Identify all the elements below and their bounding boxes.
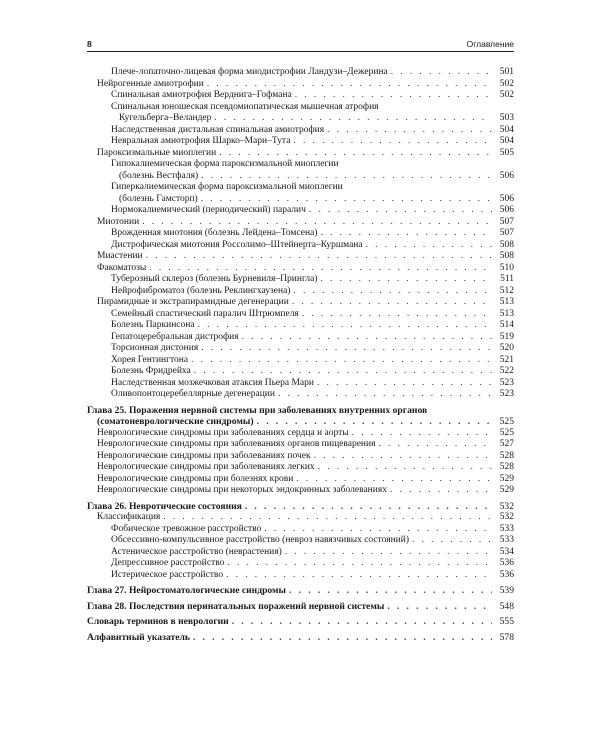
toc-entry-title: Семейный спастический паралич Штрюмпеля: [111, 308, 299, 319]
running-head: [87, 38, 514, 52]
toc-entry-title-wrap: [111, 102, 494, 125]
toc-page-number: 532: [499, 512, 514, 522]
toc-entry-title: Болезнь Паркинсона: [111, 320, 195, 330]
toc-leader-dots: [391, 67, 492, 79]
toc-page-number: 529: [499, 473, 514, 484]
toc-leader-dots: [193, 632, 492, 644]
toc-entry[interactable]: [87, 205, 514, 217]
toc-entry-title: Плече-лопаточно-лицевая форма миодистрофии Ландузи–Дежерина: [111, 67, 388, 77]
toc-leader-dots: [278, 389, 492, 401]
toc-leader-dots: [142, 217, 492, 229]
toc-entry[interactable]: [87, 343, 514, 355]
toc-page-number: 527: [499, 439, 514, 449]
toc-entry[interactable]: [87, 125, 514, 137]
toc-leader-dots: [242, 332, 492, 344]
toc-page-number: 533: [499, 535, 514, 545]
toc-entry-title-wrap: [111, 286, 494, 298]
toc-leader-dots: [390, 485, 492, 497]
toc-entry-title-wrap: [111, 558, 494, 570]
toc-entry-title: Болезнь Фридрейха: [111, 366, 191, 376]
toc-page-number: 534: [499, 546, 514, 557]
toc-leader-dots: [214, 113, 492, 125]
toc-entry-title-wrap: [97, 251, 494, 263]
toc-page-number: 523: [499, 389, 514, 399]
toc-entry-last-line: [111, 113, 494, 125]
toc-leader-dots: [227, 558, 492, 570]
toc-entry-title: Неврологические синдромы при некоторых эндокринных заболеваниях: [97, 485, 387, 495]
toc-entry-title: Наследственная дистальная спинальная амиотрофия: [111, 124, 325, 135]
toc-page-number: 508: [499, 251, 514, 261]
toc-entry[interactable]: [87, 558, 514, 570]
toc-entry-title: Хорея Гентингтона: [111, 354, 189, 365]
toc-entry-title-wrap: [111, 547, 494, 559]
toc-entry[interactable]: [87, 159, 514, 182]
toc-chapter-entry[interactable]: [87, 405, 514, 428]
toc-entry[interactable]: [87, 389, 514, 401]
toc-page-number: 502: [499, 90, 514, 100]
toc-leader-dots: [285, 547, 492, 559]
toc-entry[interactable]: [87, 428, 514, 440]
toc-entry[interactable]: [87, 297, 514, 309]
toc-entry-title: Нейрофиброматоз (болезнь Реклингхаузена): [111, 285, 291, 296]
toc-entry-title: Гепатоцеребральная дистрофия: [111, 331, 239, 342]
toc-entry-title-wrap: [111, 570, 494, 582]
toc-entry[interactable]: [87, 524, 514, 536]
toc-leader-dots: [318, 462, 492, 474]
toc-entry-title-wrap: [111, 535, 494, 547]
toc-leader-dots: [320, 228, 492, 240]
toc-entry-title-line: (соматоневрологические синдромы): [97, 416, 254, 427]
toc-page-number: 523: [499, 377, 514, 388]
toc-entry-title-line: Глава 25. Поражения нервной системы при заболеваниях внутренних органов: [87, 404, 428, 416]
toc-entry-title-wrap: [111, 343, 494, 355]
toc-page-number: 508: [499, 239, 514, 250]
toc-leader-dots: [232, 616, 492, 628]
toc-entry[interactable]: [87, 102, 514, 125]
toc-entry-title-wrap: [111, 90, 494, 102]
toc-page-number: 555: [499, 616, 514, 627]
toc-entry-title-line: Спинальная юношеская псевдомиопатическая мышечная атрофия: [111, 101, 379, 112]
toc-entry-title-wrap: [111, 205, 494, 217]
toc-entry-title-wrap: [97, 148, 494, 160]
toc-page-number: 529: [499, 485, 514, 495]
toc-page-number: 505: [499, 147, 514, 158]
toc-entry-title-wrap: [87, 632, 494, 644]
toc-page-number: 507: [499, 228, 514, 238]
toc-entry-title-wrap: [97, 263, 494, 275]
toc-entry-title: Неврологические синдромы при заболеваниях легких: [97, 462, 315, 472]
toc-entry-title-wrap: [97, 512, 494, 524]
toc-entry[interactable]: [87, 90, 514, 102]
toc-entry-title-line: Кугельберга–Веландер: [119, 113, 212, 123]
toc-entry-title-wrap: [97, 451, 494, 463]
toc-entry[interactable]: [87, 474, 514, 486]
toc-leader-dots: [293, 136, 492, 148]
toc-entry[interactable]: [87, 485, 514, 497]
toc-entry[interactable]: [87, 451, 514, 463]
toc-entry[interactable]: [87, 228, 514, 240]
toc-entry-title: Депрессивное расстройство: [111, 558, 225, 568]
toc-entry-title: Туберозный склероз (болезнь Бурневиля–Прингла): [111, 274, 318, 284]
toc-entry[interactable]: [87, 309, 514, 321]
toc-entry[interactable]: [87, 366, 514, 378]
toc-page-number: 539: [499, 585, 514, 596]
toc-entry[interactable]: [87, 286, 514, 298]
toc-entry-title: Глава 27. Нейростоматологические синдромы: [87, 585, 287, 596]
toc-leader-dots: [245, 501, 492, 513]
toc-entry[interactable]: [87, 136, 514, 148]
toc-leader-dots: [264, 524, 492, 536]
toc-entry[interactable]: [87, 378, 514, 390]
toc-entry-title: Наследственная мозжечковая атаксия Пьера Мари: [111, 377, 314, 388]
toc-entry-title-wrap: [111, 125, 494, 137]
toc-leader-dots: [198, 320, 492, 332]
toc-page-number: 533: [499, 523, 514, 534]
toc-page-number: 522: [499, 366, 514, 376]
section-title: Оглавление: [466, 39, 514, 49]
toc-page-number: 514: [499, 320, 514, 330]
toc-leader-dots: [292, 297, 492, 309]
toc-leader-dots: [302, 309, 492, 321]
toc-page-number: 506: [499, 205, 514, 215]
toc-page-number: 519: [499, 331, 514, 342]
toc-entry-title-line: Гипокалиемическая форма пароксизмальной миоплегии: [111, 159, 339, 169]
toc-leader-dots: [146, 251, 492, 263]
toc-entry-title-wrap: [97, 439, 494, 451]
toc-entry-title-wrap: [111, 320, 494, 332]
toc-entry-title-wrap: [97, 462, 494, 474]
toc-entry-title: Обсессивно-компульсивное расстройство (невроз навязчивых состояний): [111, 535, 410, 545]
toc-entry[interactable]: [87, 512, 514, 524]
toc-leader-dots: [309, 205, 492, 217]
toc-entry-title: Неврологические синдромы при заболеваниях сердца и аорты: [97, 427, 349, 438]
toc-entry[interactable]: [87, 240, 514, 252]
toc-page-number: 525: [499, 427, 514, 438]
toc-leader-dots: [194, 366, 492, 378]
toc-entry[interactable]: [87, 439, 514, 451]
toc-entry-title: Миотонии: [97, 216, 140, 227]
toc-entry-title-wrap: [87, 601, 494, 613]
toc-entry-title-line: (болезнь Гамсторп): [119, 193, 198, 204]
toc-chapter-entry[interactable]: [87, 601, 514, 613]
toc-entry-title: Нормокалиемический (периодический) паралич: [111, 205, 306, 215]
table-of-contents: [87, 67, 514, 643]
toc-entry-title-wrap: [111, 274, 494, 286]
toc-page-number: 528: [499, 450, 514, 461]
toc-chapter-entry[interactable]: [87, 616, 514, 628]
toc-entry-title-wrap: [111, 228, 494, 240]
toc-entry-title-wrap: [97, 485, 494, 497]
toc-entry-title-wrap: [87, 585, 494, 597]
toc-entry-title: Спинальная амиотрофия Верднига–Гофмана: [111, 90, 292, 100]
toc-entry-title-wrap: [111, 332, 494, 344]
toc-entry[interactable]: [87, 263, 514, 275]
toc-leader-dots: [149, 263, 492, 275]
toc-entry[interactable]: [87, 535, 514, 547]
toc-entry-title-wrap: [87, 405, 494, 428]
toc-leader-dots: [201, 171, 492, 183]
toc-page-number: 511: [500, 274, 514, 284]
toc-leader-dots: [293, 286, 492, 298]
toc-entry[interactable]: [87, 355, 514, 367]
toc-page-number: 528: [499, 462, 514, 472]
toc-entry[interactable]: [87, 462, 514, 474]
toc-entry-title-wrap: [97, 474, 494, 486]
toc-entry[interactable]: [87, 251, 514, 263]
toc-leader-dots: [320, 274, 492, 286]
toc-leader-dots: [366, 240, 492, 252]
toc-entry-last-line: [111, 171, 494, 183]
toc-entry-title: Дистрофическая миотония Россолимо–Штейнерта–Куршмана: [111, 239, 363, 250]
toc-page-number: 525: [499, 416, 514, 427]
toc-leader-dots: [201, 343, 492, 355]
toc-entry-title-wrap: [111, 67, 494, 79]
toc-leader-dots: [207, 79, 492, 91]
toc-page-number: 521: [499, 354, 514, 365]
toc-entry[interactable]: [87, 320, 514, 332]
toc-entry[interactable]: [87, 67, 514, 79]
toc-entry-title-wrap: [111, 159, 494, 182]
toc-leader-dots: [226, 570, 492, 582]
toc-leader-dots: [295, 90, 492, 102]
toc-entry-title: Классификация: [97, 512, 161, 522]
toc-page-number: 578: [499, 631, 514, 643]
toc-entry-title: Миастении: [97, 251, 143, 261]
toc-entry-title: Алфавитный указатель: [87, 631, 190, 643]
toc-entry-title-wrap: [97, 428, 494, 440]
toc-entry-title-wrap: [111, 524, 494, 536]
toc-page-number: 503: [499, 113, 514, 123]
toc-entry[interactable]: [87, 217, 514, 229]
toc-entry[interactable]: [87, 182, 514, 205]
toc-page-number: 513: [499, 308, 514, 319]
toc-entry-title: Истерическое расстройство: [111, 569, 224, 580]
toc-entry-last-line: [87, 416, 494, 428]
toc-entry-title-wrap: [97, 217, 494, 229]
toc-leader-dots: [296, 474, 492, 486]
toc-entry-title-wrap: [97, 297, 494, 309]
toc-entry-title: Глава 26. Невротические состояния: [87, 500, 242, 512]
toc-page-number: 502: [499, 78, 514, 89]
toc-leader-dots: [352, 428, 492, 440]
toc-page-number: 506: [499, 193, 514, 204]
toc-page-number: 506: [499, 170, 514, 181]
toc-leader-dots: [387, 601, 492, 613]
toc-page-number: 504: [499, 124, 514, 135]
toc-entry-last-line: [111, 194, 494, 206]
toc-leader-dots: [201, 194, 492, 206]
toc-entry-title: Астеническое расстройство (неврастения): [111, 546, 282, 557]
toc-leader-dots: [412, 535, 492, 547]
toc-entry-title: Нейрогенные амиотрофии: [97, 78, 204, 89]
toc-chapter-entry[interactable]: [87, 632, 514, 644]
toc-chapter-entry[interactable]: [87, 501, 514, 513]
toc-entry-title: Оливопонтоцеребеллярные дегенерации: [111, 389, 275, 399]
toc-entry-title-wrap: [87, 616, 494, 628]
toc-entry-title: Пирамидные и экстрапирамидные дегенерации: [97, 297, 289, 307]
toc-entry-title: Неврологические синдромы при болезнях крови: [97, 473, 294, 484]
toc-entry-title-wrap: [87, 501, 494, 513]
toc-entry-title: Врожденная миотония (болезнь Лейдена–Томсена): [111, 228, 318, 238]
toc-entry-title-line: (болезнь Вестфаля): [119, 170, 199, 181]
toc-entry-title-wrap: [111, 378, 494, 390]
toc-entry-title-wrap: [111, 240, 494, 252]
toc-entry-title: Неврологические синдромы при заболеваниях органов пищеварения: [97, 439, 376, 449]
toc-leader-dots: [257, 416, 492, 428]
toc-page-number: 536: [499, 569, 514, 580]
toc-page-number: 548: [499, 600, 514, 612]
toc-entry-title-line: Гиперкалиемическая форма пароксизмальной миоплегии: [111, 182, 343, 192]
toc-leader-dots: [163, 512, 492, 524]
toc-entry-title: Словарь терминов в неврологии: [87, 616, 229, 627]
toc-entry[interactable]: [87, 274, 514, 286]
toc-entry-title: Фобическое тревожное расстройство: [111, 523, 262, 534]
toc-entry[interactable]: [87, 547, 514, 559]
toc-entry-title-wrap: [97, 79, 494, 91]
toc-entry-title: Факоматозы: [97, 262, 147, 273]
toc-entry[interactable]: [87, 570, 514, 582]
toc-chapter-entry[interactable]: [87, 585, 514, 597]
toc-leader-dots: [314, 451, 492, 463]
toc-leader-dots: [289, 585, 492, 597]
toc-entry-title-wrap: [111, 309, 494, 321]
toc-leader-dots: [219, 148, 492, 160]
toc-page-number: 501: [499, 67, 514, 77]
toc-leader-dots: [327, 125, 492, 137]
toc-entry-title-wrap: [111, 389, 494, 401]
toc-entry-title-wrap: [111, 136, 494, 148]
toc-entry[interactable]: [87, 79, 514, 91]
toc-entry-title-wrap: [111, 355, 494, 367]
toc-leader-dots: [378, 439, 492, 451]
toc-entry-title: Пароксизмальные миоплегии: [97, 147, 217, 158]
toc-entry[interactable]: [87, 332, 514, 344]
toc-entry-title: Невральная амиотрофия Шарко–Мари–Тута: [111, 136, 291, 146]
toc-page: [87, 38, 514, 643]
toc-page-number: 520: [499, 343, 514, 353]
toc-entry-title: Глава 28. Последствия перинатальных поражений нервной системы: [87, 600, 385, 612]
toc-leader-dots: [191, 355, 492, 367]
toc-entry-title: Неврологические синдромы при заболеваниях почек: [97, 450, 311, 461]
toc-leader-dots: [317, 378, 492, 390]
toc-page-number: 507: [499, 216, 514, 227]
page-number: 8: [87, 39, 92, 49]
toc-page-number: 510: [499, 262, 514, 273]
toc-page-number: 536: [499, 558, 514, 568]
toc-page-number: 513: [499, 297, 514, 307]
toc-entry[interactable]: [87, 148, 514, 160]
toc-page-number: 532: [499, 500, 514, 512]
toc-entry-title-wrap: [111, 366, 494, 378]
toc-page-number: 504: [499, 136, 514, 146]
toc-page-number: 512: [499, 285, 514, 296]
toc-entry-title-wrap: [111, 182, 494, 205]
toc-entry-title: Торсионная дистония: [111, 343, 199, 353]
